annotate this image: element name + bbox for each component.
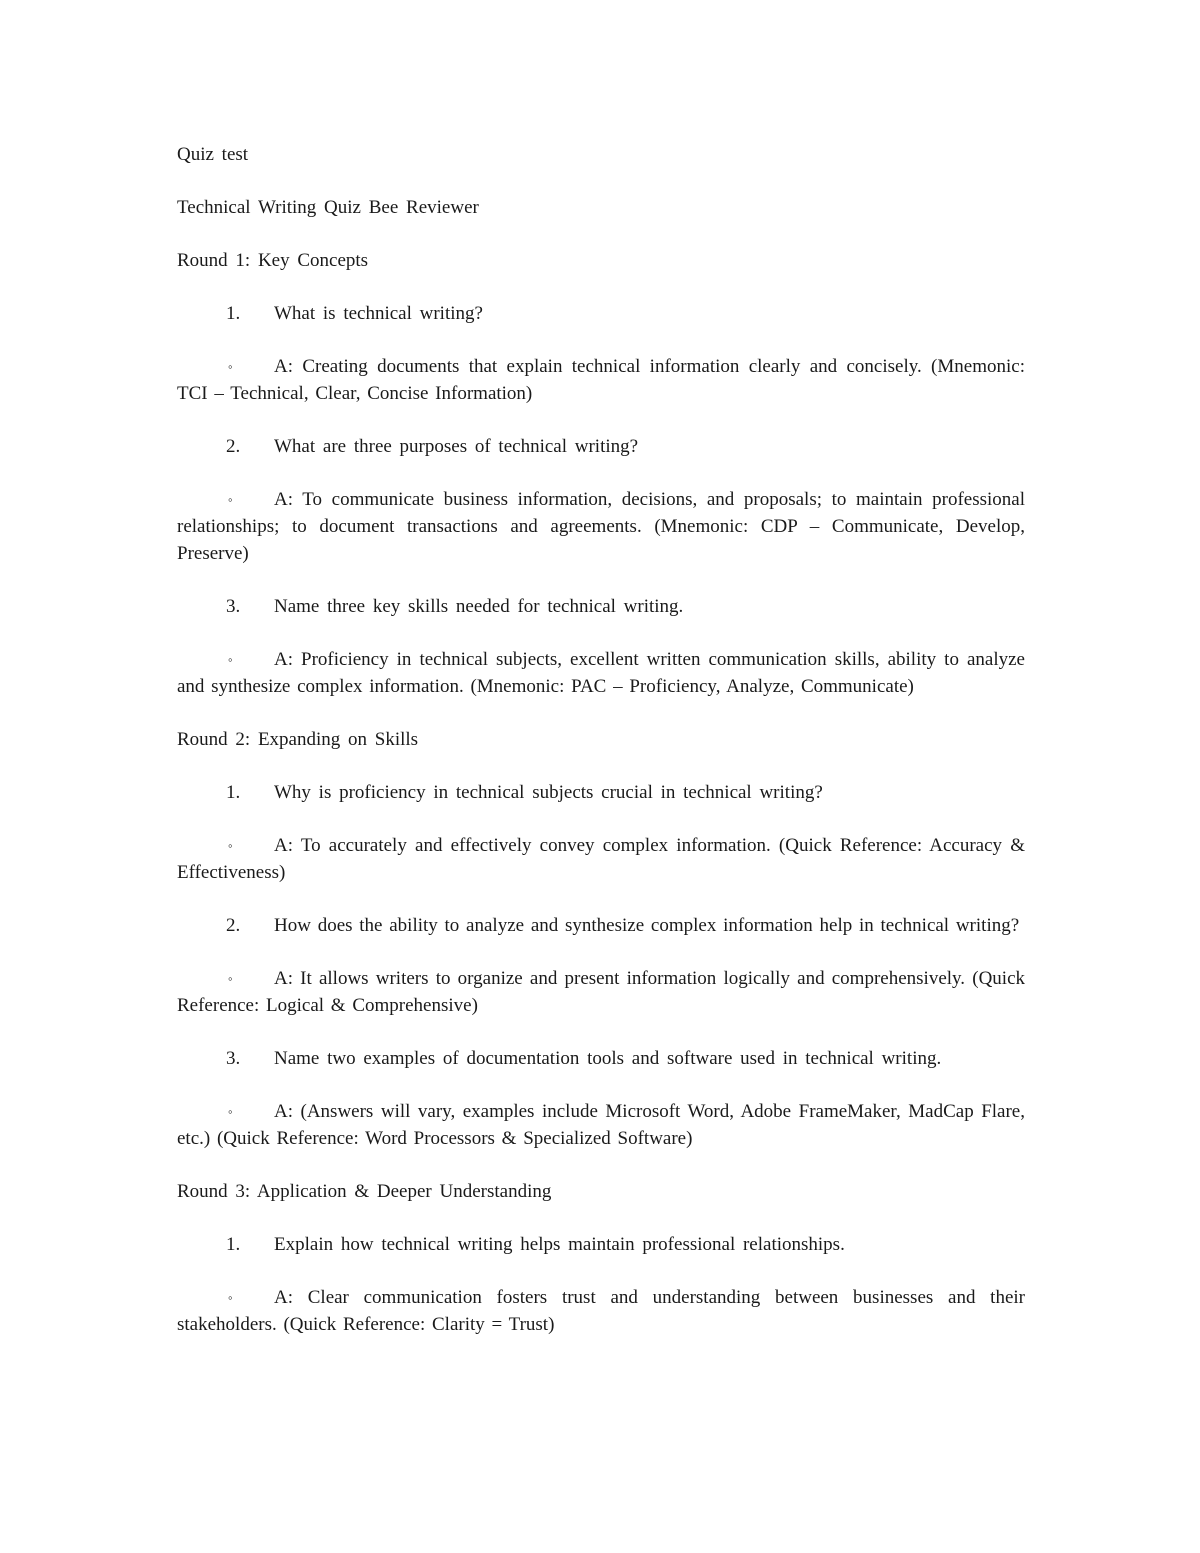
answer-paragraph (177, 1284, 1025, 1338)
question-item-wrapped (177, 912, 1025, 939)
question-text: What are three purposes of technical writing? (274, 436, 639, 457)
question-item (177, 433, 1025, 460)
round-heading: Round 2: Expanding on Skills (177, 729, 419, 750)
answer-text: A: Clear communication fosters trust and understanding between businesses and their stakeholders. (Quick Reference: Clarity = Trust) (177, 1287, 1025, 1335)
question-text: How does the ability to analyze and synthesize complex information help in technical writing? (274, 915, 1020, 936)
question-item (177, 1231, 1025, 1258)
answer-bullet: ◦ (228, 492, 233, 507)
answer-paragraph (177, 1098, 1025, 1152)
answer-bullet: ◦ (228, 652, 233, 667)
question-item (177, 593, 1025, 620)
answer-paragraph (177, 353, 1025, 407)
answer-text: A: To communicate business information, decisions, and proposals; to maintain professional relationships; to document transactions and agreements. (Mnemonic: CDP – Communicate, Develop, Preserve) (177, 489, 1025, 564)
question-item (177, 779, 1025, 806)
question-number: 1. (226, 303, 241, 324)
answer-text: A: To accurately and effectively convey complex information. (Quick Reference: Accuracy & Effectiveness) (177, 835, 1025, 883)
answer-paragraph (177, 486, 1025, 567)
answer-bullet: ◦ (228, 1290, 233, 1305)
document-title: Quiz test (177, 144, 249, 165)
answer-bullet: ◦ (228, 838, 233, 853)
answer-text: A: (Answers will vary, examples include Microsoft Word, Adobe FrameMaker, MadCap Flare, etc.) (Quick Reference: Word Processors & Specialized Software) (177, 1101, 1025, 1149)
answer-bullet: ◦ (228, 971, 233, 986)
document-body (177, 141, 1025, 1364)
question-number: 1. (226, 782, 241, 803)
round-heading: Round 3: Application & Deeper Understanding (177, 1181, 552, 1202)
question-text: Explain how technical writing helps maintain professional relationships. (274, 1234, 845, 1255)
question-text: What is technical writing? (274, 303, 483, 324)
answer-bullet: ◦ (228, 359, 233, 374)
answer-paragraph (177, 832, 1025, 886)
question-text: Name three key skills needed for technical writing. (274, 596, 684, 617)
answer-bullet: ◦ (228, 1104, 233, 1119)
question-number: 3. (226, 596, 241, 617)
question-text: Name two examples of documentation tools and software used in technical writing. (274, 1048, 942, 1069)
answer-text: A: Proficiency in technical subjects, excellent written communication skills, ability to analyze and synthesize complex information. (Mnemonic: PAC – Proficiency, Analyze, Communicate) (177, 649, 1025, 697)
answer-paragraph (177, 646, 1025, 700)
question-item (177, 300, 1025, 327)
question-number: 2. (226, 436, 241, 457)
round-heading: Round 1: Key Concepts (177, 250, 369, 271)
answer-text: A: It allows writers to organize and present information logically and comprehensively. (Quick Reference: Logical & Comprehensive) (177, 968, 1025, 1016)
question-number: 2. (226, 915, 241, 936)
answer-text: A: Creating documents that explain technical information clearly and concisely. (Mnemonic: TCI – Technical, Clear, Concise Information) (177, 356, 1025, 404)
question-number: 3. (226, 1048, 241, 1069)
answer-paragraph (177, 965, 1025, 1019)
question-item (177, 1045, 1025, 1072)
question-text: Why is proficiency in technical subjects crucial in technical writing? (274, 782, 823, 803)
document-subtitle: Technical Writing Quiz Bee Reviewer (177, 197, 479, 218)
question-number: 1. (226, 1234, 241, 1255)
